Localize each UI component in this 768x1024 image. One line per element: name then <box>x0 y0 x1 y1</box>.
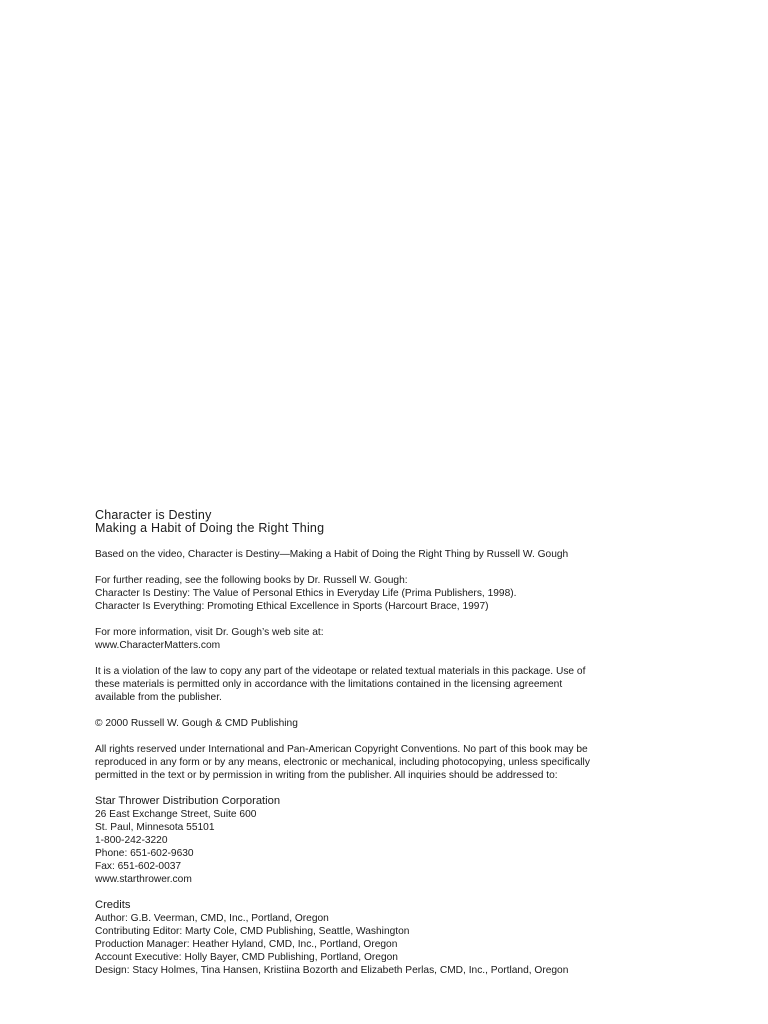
distributor-phone: Phone: 651-602-9630 <box>95 848 194 859</box>
website-url: www.CharacterMatters.com <box>95 640 221 651</box>
distributor-website: www.starthrower.com <box>95 874 192 885</box>
book-reference: Character Is Everything: Promoting Ethical Excellence in Sports (Harcourt Brace, 1997) <box>95 601 489 612</box>
distributor-block <box>95 795 695 886</box>
book-title: Character is Destiny <box>95 508 212 522</box>
further-reading-intro: For further reading, see the following books by Dr. Russell W. Gough: <box>95 575 408 586</box>
rights-line: All rights reserved under International and Pan-American Copyright Conventions. No part of this book may be <box>95 744 588 755</box>
more-info-intro: For more information, visit Dr. Gough’s web site at: <box>95 627 324 638</box>
rights-line: permitted in the text or by permission in writing from the publisher. All inquiries should be addressed to: <box>95 770 558 781</box>
violation-line: available from the publisher. <box>95 692 222 703</box>
title-block <box>95 509 695 535</box>
more-info-paragraph <box>95 626 695 652</box>
credit-line: Account Executive: Holly Bayer, CMD Publishing, Portland, Oregon <box>95 952 398 963</box>
distributor-fax: Fax: 651-602-0037 <box>95 861 182 872</box>
violation-notice <box>95 665 695 704</box>
credit-line: Design: Stacy Holmes, Tina Hansen, Kristiina Bozorth and Elizabeth Perlas, CMD, Inc., Portland, Oregon <box>95 965 569 976</box>
distributor-city-line: St. Paul, Minnesota 55101 <box>95 822 215 833</box>
credit-line: Contributing Editor: Marty Cole, CMD Publishing, Seattle, Washington <box>95 926 410 937</box>
credits-heading: Credits <box>95 899 131 911</box>
credit-line: Author: G.B. Veerman, CMD, Inc., Portland, Oregon <box>95 913 329 924</box>
book-subtitle: Making a Habit of Doing the Right Thing <box>95 521 325 535</box>
based-on-text: Based on the video, Character is Destiny—Making a Habit of Doing the Right Thing by Russell W. Gough <box>95 549 569 560</box>
copyright-page <box>95 509 695 990</box>
distributor-name: Star Thrower Distribution Corporation <box>95 795 281 807</box>
violation-line: these materials is permitted only in accordance with the limitations contained in the licensing agreement <box>95 679 563 690</box>
book-reference: Character Is Destiny: The Value of Personal Ethics in Everyday Life (Prima Publishers, 1998). <box>95 588 517 599</box>
copyright-text: © 2000 Russell W. Gough & CMD Publishing <box>95 718 298 729</box>
rights-paragraph <box>95 743 695 782</box>
credits-block <box>95 899 695 977</box>
copyright-paragraph <box>95 717 695 730</box>
distributor-tollfree: 1-800-242-3220 <box>95 835 168 846</box>
further-reading-paragraph <box>95 574 695 613</box>
distributor-address-line: 26 East Exchange Street, Suite 600 <box>95 809 257 820</box>
based-on-paragraph <box>95 548 695 561</box>
violation-line: It is a violation of the law to copy any part of the videotape or related textual materials in this package. Use of <box>95 666 586 677</box>
credit-line: Production Manager: Heather Hyland, CMD, Inc., Portland, Oregon <box>95 939 398 950</box>
rights-line: reproduced in any form or by any means, electronic or mechanical, including photocopying, unless specifically <box>95 757 590 768</box>
